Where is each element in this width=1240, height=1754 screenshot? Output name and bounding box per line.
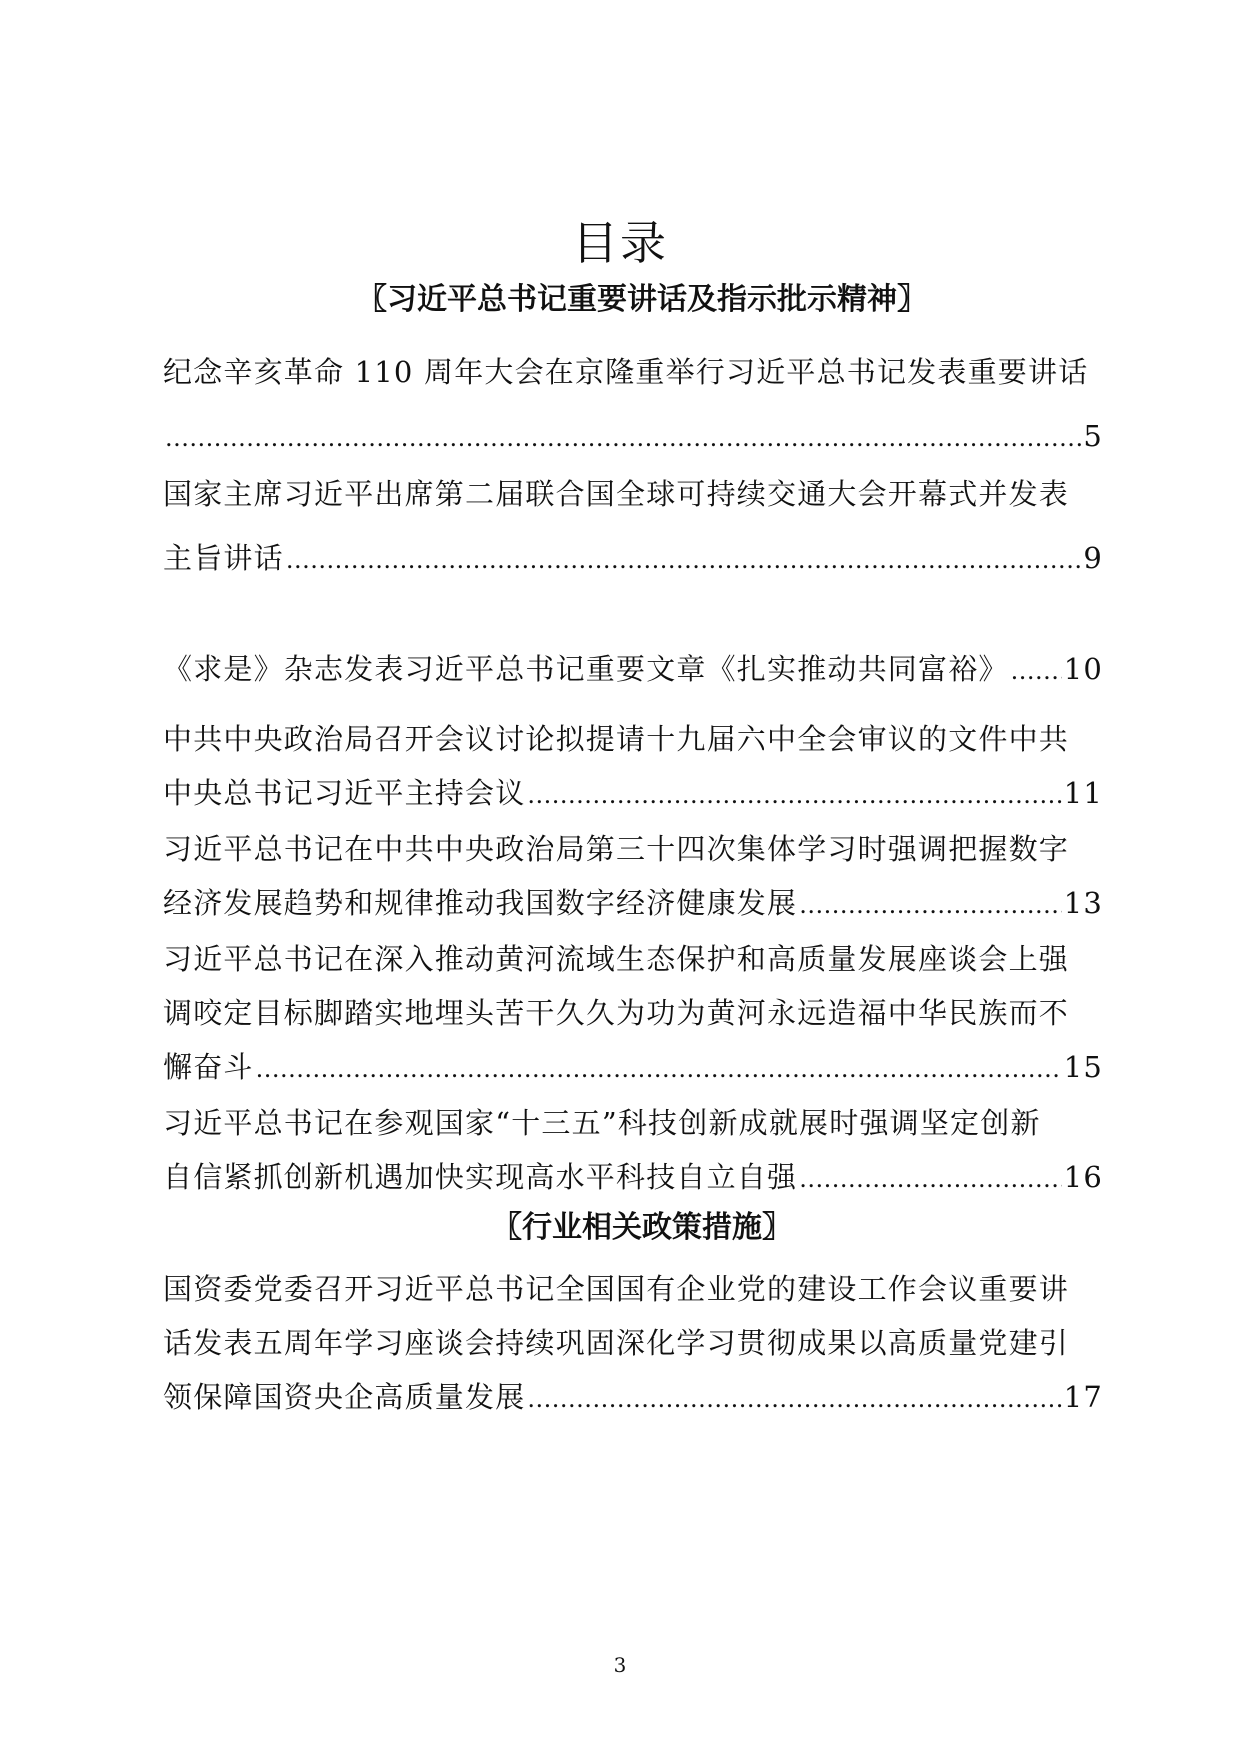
entry-last-line <box>163 1040 1121 1094</box>
entry-text-line: 懈奋斗 <box>163 1050 254 1084</box>
entry-text-line: 领保障国资央企高质量发展 <box>163 1380 526 1414</box>
entry-text-line: 自信紧抓创新机遇加快实现高水平科技自立自强 <box>163 1160 798 1194</box>
toc-entry[interactable] <box>163 932 1121 1094</box>
entry-text-line: 国资委党委召开习近平总书记全国国有企业党的建设工作会议重要讲 <box>163 1272 1070 1306</box>
page-number: 17 <box>1063 1380 1103 1414</box>
page-number: 10 <box>1063 652 1103 686</box>
entry-text-line: 《求是》杂志发表习近平总书记重要文章《扎实推动共同富裕》 <box>163 652 1009 686</box>
section-heading: 〖行业相关政策措施〗 <box>492 1210 792 1245</box>
entry-last-line <box>163 876 1121 930</box>
toc-entry[interactable] <box>163 462 1121 590</box>
dot-leader <box>799 876 1061 930</box>
entry-text-line: 经济发展趋势和规律推动我国数字经济健康发展 <box>163 886 798 920</box>
entry-text-line: 中央总书记习近平主持会议 <box>163 776 526 810</box>
page-number: 15 <box>1063 1050 1103 1084</box>
entry-text-line: 主旨讲话 <box>163 541 284 575</box>
toc-entry[interactable] <box>163 642 1121 696</box>
entry-text-line: 中共中央政治局召开会议讨论拟提请十九届六中全会审议的文件中共 <box>163 722 1070 756</box>
page-number: 11 <box>1063 776 1103 810</box>
page-number: 5 <box>1083 419 1103 453</box>
entry-last-line <box>163 526 1121 590</box>
entry-last-line <box>163 1150 1121 1204</box>
dot-leader <box>527 1370 1061 1424</box>
entry-text-line: 国家主席习近平出席第二届联合国全球可持续交通大会开幕式并发表 <box>163 477 1070 511</box>
entry-text-line: 话发表五周年学习座谈会持续巩固深化学习贯彻成果以高质量党建引 <box>163 1326 1070 1360</box>
entry-text-line: 习近平总书记在中共中央政治局第三十四次集体学习时强调把握数字 <box>163 832 1070 866</box>
entry-last-line <box>163 642 1121 696</box>
dot-leader <box>286 526 1082 590</box>
dot-leader <box>165 404 1081 468</box>
toc-title: 目录 <box>572 216 668 270</box>
entry-last-line <box>163 766 1121 820</box>
toc-entry[interactable] <box>163 1262 1121 1424</box>
dot-leader <box>527 766 1061 820</box>
section-heading: 〖习近平总书记重要讲话及指示批示精神〗 <box>357 282 927 317</box>
page-number: 9 <box>1083 541 1103 575</box>
entry-text-line: 习近平总书记在深入推动黄河流域生态保护和高质量发展座谈会上强 <box>163 942 1070 976</box>
dot-leader <box>799 1150 1061 1204</box>
dot-leader <box>1011 642 1062 696</box>
entry-last-line <box>163 404 1121 468</box>
entry-last-line <box>163 1370 1121 1424</box>
toc-entry[interactable] <box>163 1096 1121 1204</box>
entry-text-line: 习近平总书记在参观国家“十三五”科技创新成就展时强调坚定创新 <box>163 1106 1041 1140</box>
toc-entry[interactable] <box>163 712 1121 820</box>
footer-page-number: 3 <box>613 1653 627 1677</box>
entry-text-line: 调咬定目标脚踏实地埋头苦干久久为功为黄河永远造福中华民族而不 <box>163 996 1070 1030</box>
page-number: 13 <box>1063 886 1103 920</box>
entry-text-line: 纪念辛亥革命 110 周年大会在京隆重举行习近平总书记发表重要讲话 <box>163 355 1089 389</box>
page-number: 16 <box>1063 1160 1103 1194</box>
dot-leader <box>256 1040 1062 1094</box>
toc-entry[interactable] <box>163 822 1121 930</box>
toc-entry[interactable] <box>163 340 1121 468</box>
